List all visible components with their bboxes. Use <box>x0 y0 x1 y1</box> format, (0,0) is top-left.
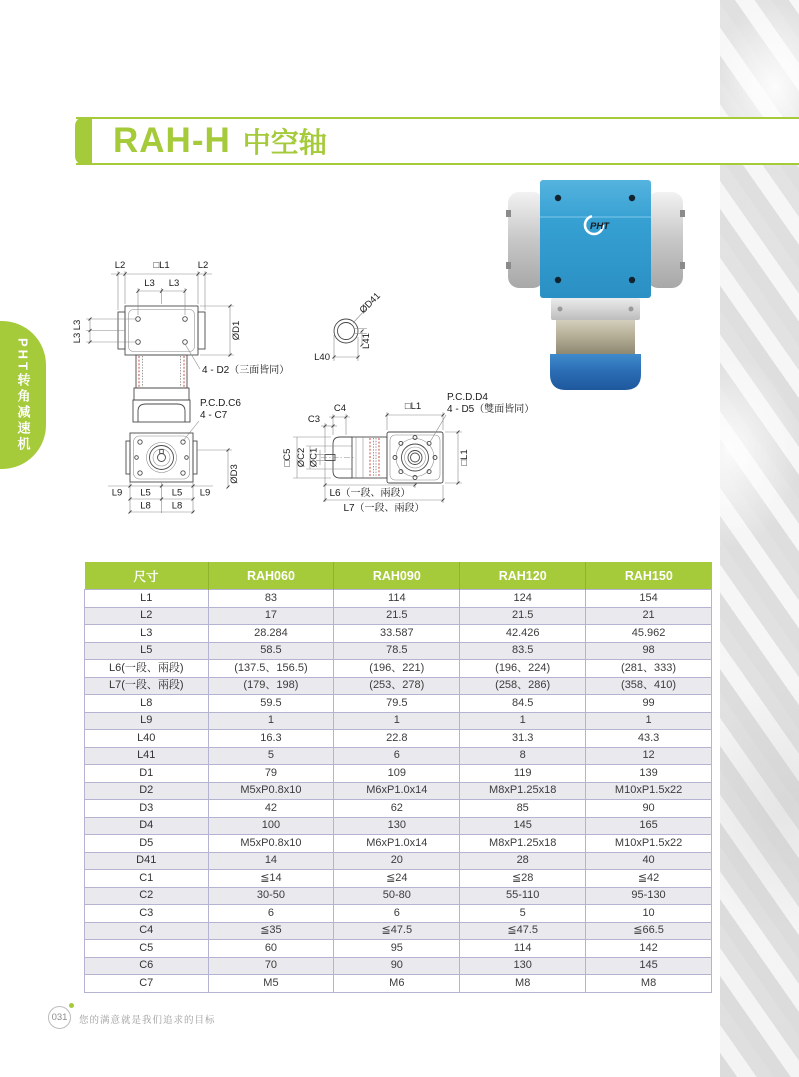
dimension-value: ≦47.5 <box>334 922 460 940</box>
dimension-value: M6xP1.0x14 <box>334 835 460 853</box>
table-row <box>85 625 712 643</box>
dimension-label: L1 <box>85 590 209 608</box>
model-column-header: RAH150 <box>586 562 712 590</box>
table-row <box>85 852 712 870</box>
dimension-value: 114 <box>460 940 586 958</box>
dimension-value: ≦47.5 <box>460 922 586 940</box>
dimension-value: 98 <box>586 642 712 660</box>
dim-label-l2-right: L2 <box>197 260 209 271</box>
dimension-label: C5 <box>85 940 209 958</box>
dimension-value: M5xP0.8x10 <box>208 835 334 853</box>
table-row <box>85 607 712 625</box>
dimension-value: 1 <box>586 712 712 730</box>
table-row <box>85 765 712 783</box>
table-row <box>85 642 712 660</box>
dimension-value: 40 <box>586 852 712 870</box>
dimension-value: 17 <box>208 607 334 625</box>
dim-label-l8-right: L8 <box>171 500 183 512</box>
dimension-label: D1 <box>85 765 209 783</box>
dim-label-l3-left-b: L3 <box>72 332 83 344</box>
dimension-value: 20 <box>334 852 460 870</box>
dimension-value: 50-80 <box>334 887 460 905</box>
table-row <box>85 975 712 993</box>
dimension-value: M10xP1.5x22 <box>586 782 712 800</box>
spec-table-body <box>85 590 712 993</box>
spec-table-head-row <box>85 562 712 590</box>
dimension-value: 42.426 <box>460 625 586 643</box>
spec-table-head <box>85 562 712 590</box>
dimension-value: 130 <box>460 957 586 975</box>
dim-label-c1: ØC1 <box>308 447 320 468</box>
blue-base <box>550 354 641 390</box>
table-row <box>85 590 712 608</box>
dimension-value: 6 <box>334 747 460 765</box>
dimension-label: L2 <box>85 607 209 625</box>
dim-label-l9-right: L9 <box>199 487 211 499</box>
dimension-value: 16.3 <box>208 730 334 748</box>
dimension-value: 55-110 <box>460 887 586 905</box>
dimension-label: D2 <box>85 782 209 800</box>
dim-label-l41: L41 <box>361 333 372 349</box>
dimension-value: 10 <box>586 905 712 923</box>
sidebar-category-tab <box>0 321 46 469</box>
table-row <box>85 730 712 748</box>
note-c7-holes: 4 - C7 <box>200 410 228 421</box>
table-row <box>85 905 712 923</box>
dimension-value: 33.587 <box>334 625 460 643</box>
table-row <box>85 922 712 940</box>
dimension-value: 79.5 <box>334 695 460 713</box>
dimension-value: M8xP1.25x18 <box>460 835 586 853</box>
dimension-label: C1 <box>85 870 209 888</box>
dimension-label: D3 <box>85 800 209 818</box>
footer <box>0 1000 720 1045</box>
dimension-label: C2 <box>85 887 209 905</box>
dim-label-l3-top-a: L3 <box>144 278 155 289</box>
dimension-label: L3 <box>85 625 209 643</box>
dimension-value: 145 <box>586 957 712 975</box>
gearbox-image <box>506 180 685 390</box>
dimension-value: 78.5 <box>334 642 460 660</box>
page-title-model: RAH-H <box>113 121 231 160</box>
dimension-label: L40 <box>85 730 209 748</box>
dim-label-l1-top: □L1 <box>404 401 422 412</box>
footer-dot-icon <box>69 1003 74 1008</box>
dimension-value: 12 <box>586 747 712 765</box>
note-pcd-d4: P.C.D.D4 <box>447 392 488 403</box>
dimension-value: 31.3 <box>460 730 586 748</box>
dim-label-d41: ØD41 <box>357 290 383 316</box>
dimension-label: L5 <box>85 642 209 660</box>
page-title <box>113 121 327 161</box>
dimension-value: 142 <box>586 940 712 958</box>
dimension-value: (281、333) <box>586 660 712 678</box>
dim-label-l9-left: L9 <box>111 487 123 499</box>
dimension-value: M8xP1.25x18 <box>460 782 586 800</box>
dimension-value: 165 <box>586 817 712 835</box>
dimension-value: 28 <box>460 852 586 870</box>
dimension-value: (137.5、156.5) <box>208 660 334 678</box>
front-view-drawing <box>72 260 289 441</box>
dimension-value: 109 <box>334 765 460 783</box>
dimension-value: 42 <box>208 800 334 818</box>
dimension-label: L7(一段、兩段) <box>85 677 209 695</box>
flange-front-drawing <box>108 433 240 514</box>
dim-label-l6: L6（一段、兩段） <box>329 488 411 499</box>
dimension-value: 5 <box>208 747 334 765</box>
dim-label-c5: □C5 <box>282 448 293 467</box>
dimension-label: D41 <box>85 852 209 870</box>
model-column-header: RAH060 <box>208 562 334 590</box>
dimension-value: (253、278) <box>334 677 460 695</box>
dim-label-d3: ØD3 <box>229 464 240 484</box>
page-number-badge <box>48 1006 71 1029</box>
dim-label-l1-right: □L1 <box>459 449 470 466</box>
table-row <box>85 940 712 958</box>
table-row <box>85 870 712 888</box>
dimension-value: 85 <box>460 800 586 818</box>
dimension-value: 21.5 <box>334 607 460 625</box>
technical-drawing <box>50 245 550 560</box>
page-title-cn: 中空轴 <box>242 127 327 158</box>
dimension-label: C3 <box>85 905 209 923</box>
note-d5-holes: 4 - D5（雙面皆同） <box>447 404 535 415</box>
dimension-value: 43.3 <box>586 730 712 748</box>
dimension-value: (196、221) <box>334 660 460 678</box>
dimension-value: 22.8 <box>334 730 460 748</box>
title-accent-block <box>75 117 92 165</box>
left-flange-cylinder <box>508 192 544 288</box>
dimension-value: 90 <box>586 800 712 818</box>
dimension-label: D4 <box>85 817 209 835</box>
table-row <box>85 712 712 730</box>
dim-label-l5-left: L5 <box>140 487 151 499</box>
table-row <box>85 800 712 818</box>
dim-label-l3-top-b: L3 <box>168 278 180 289</box>
page-number: 031 <box>51 1012 68 1023</box>
dim-label-l2-left: L2 <box>114 260 126 271</box>
dimension-label: L41 <box>85 747 209 765</box>
dimension-value: ≦66.5 <box>586 922 712 940</box>
dimension-value: 84.5 <box>460 695 586 713</box>
dimension-value: 1 <box>208 712 334 730</box>
dimension-label: D5 <box>85 835 209 853</box>
dimension-value: ≦24 <box>334 870 460 888</box>
dimension-value: 1 <box>460 712 586 730</box>
dimension-value: 119 <box>460 765 586 783</box>
sidebar-category-label: PHT转角减速机 <box>15 337 31 453</box>
dim-label-l8-left: L8 <box>140 500 151 512</box>
dimension-value: (358、410) <box>586 677 712 695</box>
dimension-column-header: 尺寸 <box>85 562 209 590</box>
dimension-value: 124 <box>460 590 586 608</box>
dimension-label: L8 <box>85 695 209 713</box>
dim-label-c2: ØC2 <box>296 447 307 468</box>
dimension-value: 70 <box>208 957 334 975</box>
table-row <box>85 747 712 765</box>
table-row <box>85 782 712 800</box>
dimension-value: 28.284 <box>208 625 334 643</box>
dimension-value: 30-50 <box>208 887 334 905</box>
table-row <box>85 677 712 695</box>
dimension-value: ≦28 <box>460 870 586 888</box>
dimension-value: 100 <box>208 817 334 835</box>
dimension-label: C6 <box>85 957 209 975</box>
dim-label-c3: C3 <box>307 414 320 425</box>
title-band <box>76 117 799 165</box>
dimension-value: 99 <box>586 695 712 713</box>
dim-label-d1: ØD1 <box>231 320 242 341</box>
dimension-value: 83.5 <box>460 642 586 660</box>
dim-label-l40: L40 <box>314 352 330 363</box>
note-d2-holes: 4 - D2（三面皆同） <box>202 365 290 376</box>
dimension-label: C4 <box>85 922 209 940</box>
dimension-value: 79 <box>208 765 334 783</box>
dimension-label: L6(一段、兩段) <box>85 660 209 678</box>
dimension-value: 5 <box>460 905 586 923</box>
metal-ring <box>556 320 635 354</box>
dim-label-c4: C4 <box>333 403 347 414</box>
dimension-value: M5xP0.8x10 <box>208 782 334 800</box>
svg-text:PHT: PHT <box>590 221 609 232</box>
dimension-value: 21.5 <box>460 607 586 625</box>
dimension-value: 21 <box>586 607 712 625</box>
dimension-value: (179、198) <box>208 677 334 695</box>
dimension-value: ≦14 <box>208 870 334 888</box>
dimension-value: 95-130 <box>586 887 712 905</box>
dimension-value: ≦42 <box>586 870 712 888</box>
table-row <box>85 660 712 678</box>
table-row <box>85 957 712 975</box>
dimension-value: M6xP1.0x14 <box>334 782 460 800</box>
mount-plate <box>551 298 640 320</box>
dimension-value: 6 <box>334 905 460 923</box>
model-column-header: RAH090 <box>334 562 460 590</box>
note-pcd-c6: P.C.D.C6 <box>200 398 241 409</box>
dimension-value: 60 <box>208 940 334 958</box>
table-row <box>85 835 712 853</box>
dimension-value: 8 <box>460 747 586 765</box>
dim-label-l3-left-a: L3 <box>72 319 83 331</box>
dimension-value: ≦35 <box>208 922 334 940</box>
dimension-label: C7 <box>85 975 209 993</box>
dimension-value: M5 <box>208 975 334 993</box>
dimension-value: 154 <box>586 590 712 608</box>
dimension-value: 58.5 <box>208 642 334 660</box>
table-row <box>85 887 712 905</box>
dimension-value: 145 <box>460 817 586 835</box>
dimension-value: M6 <box>334 975 460 993</box>
dim-label-l1: □L1 <box>153 260 170 271</box>
dimension-label: L9 <box>85 712 209 730</box>
product-photo <box>498 168 693 403</box>
dimension-value: M8 <box>460 975 586 993</box>
table-row <box>85 695 712 713</box>
dimension-value: 59.5 <box>208 695 334 713</box>
dimension-value: 83 <box>208 590 334 608</box>
dim-label-l5-right: L5 <box>171 487 183 499</box>
side-view-drawing <box>282 392 534 514</box>
dimension-value: M10xP1.5x22 <box>586 835 712 853</box>
dimension-value: 1 <box>334 712 460 730</box>
spec-table <box>84 562 712 993</box>
dimension-value: 45.962 <box>586 625 712 643</box>
dimension-value: 62 <box>334 800 460 818</box>
dimension-value: 14 <box>208 852 334 870</box>
model-column-header: RAH120 <box>460 562 586 590</box>
dimension-value: 114 <box>334 590 460 608</box>
dimension-value: (196、224) <box>460 660 586 678</box>
dimension-value: 130 <box>334 817 460 835</box>
dimension-value: 139 <box>586 765 712 783</box>
dimension-value: 90 <box>334 957 460 975</box>
dimension-value: M8 <box>586 975 712 993</box>
dim-label-l7: L7（一段、兩段） <box>343 503 425 514</box>
table-row <box>85 817 712 835</box>
footer-slogan: 您的满意就是我们追求的目标 <box>79 1015 216 1026</box>
right-flange-cylinder <box>647 192 683 288</box>
dimension-value: 95 <box>334 940 460 958</box>
dimension-value: 6 <box>208 905 334 923</box>
shaft-hole-detail-drawing <box>314 291 383 363</box>
dimension-value: (258、286) <box>460 677 586 695</box>
